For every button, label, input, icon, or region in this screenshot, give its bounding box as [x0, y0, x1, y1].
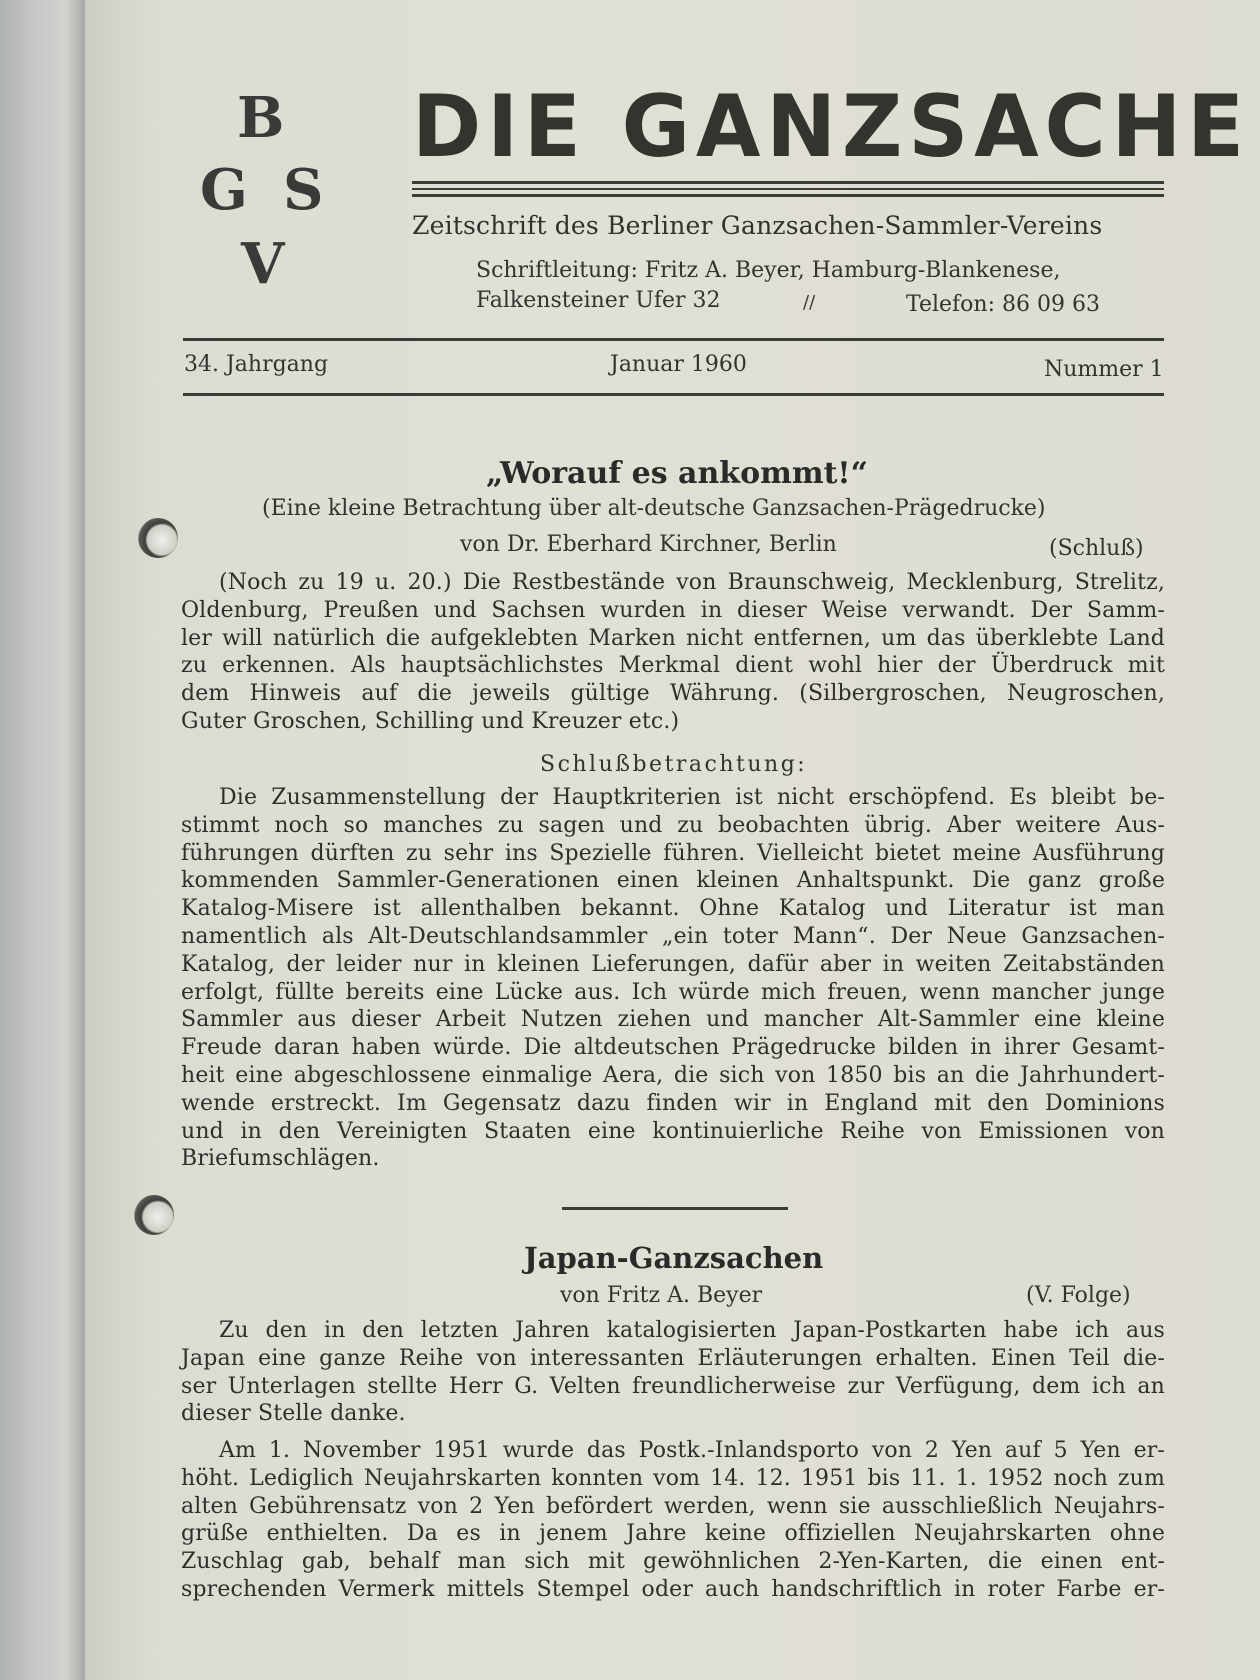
issue-rule-bottom: [183, 393, 1164, 396]
text-line: Die Zusammenstellung der Hauptkriterien ist nicht erschöpfend. Es bleibt be-: [219, 785, 1165, 810]
journal-subtitle: Zeitschrift des Berliner Ganzsachen-Sammler-Vereins: [412, 211, 1103, 240]
text-line: Am 1. November 1951 wurde das Postk.-Inlandsporto von 2 Yen auf 5 Yen er-: [219, 1438, 1165, 1463]
article1-note: (Schluß): [1049, 536, 1144, 561]
text-line: führungen dürften zu sehr ins Spezielle führen. Vielleicht bietet meine Ausführung: [181, 840, 1165, 866]
section-heading: Schlußbetrachtung:: [540, 752, 808, 777]
text-line: Japan eine ganze Reihe von interessanten Erläuterungen erhalten. Einen Teil die-: [181, 1345, 1165, 1371]
text-line: Oldenburg, Preußen und Sachsen wurden in dieser Weise verwandt. Der Samm-: [181, 597, 1165, 623]
journal-title: DIE GANZSACHE: [412, 77, 1250, 177]
text-line: Sammler aus dieser Arbeit Nutzen ziehen und mancher Alt-Sammler eine kleine: [181, 1007, 1165, 1033]
issue-date: Januar 1960: [610, 352, 747, 377]
editor-address: Falkensteiner Ufer 32: [476, 288, 721, 313]
article1-title: „Worauf es ankommt!“: [486, 456, 868, 491]
text-line: sprechenden Vermerk mittels Stempel oder auch handschriftlich in roter Farbe er-: [181, 1576, 1165, 1602]
text-line: Guter Groschen, Schilling und Kreuzer etc.): [181, 708, 680, 734]
logo-letter-v: V: [241, 231, 285, 297]
article2-paragraph-2: [181, 1437, 1165, 1604]
text-line: erfolgt, füllte bereits eine Lücke aus. Ich würde mich freuen, wenn mancher junge: [181, 979, 1165, 1005]
issue-volume: 34. Jahrgang: [184, 352, 329, 377]
text-line: grüße enthielten. Da es in jenem Jahre keine offiziellen Neujahrskarten ohne: [181, 1521, 1165, 1547]
masthead-rule-2: [412, 188, 1164, 190]
text-line: und in den Vereinigten Staaten eine kontinuierliche Reihe von Emissionen von: [181, 1118, 1165, 1144]
text-line: namentlich als Alt-Deutschlandsammler „ein toter Mann“. Der Neue Ganzsachen-: [181, 923, 1165, 949]
article2-note: (V. Folge): [1026, 1283, 1131, 1308]
masthead-rule-3: [412, 194, 1164, 197]
punch-hole-bottom: [134, 1195, 174, 1235]
article1-paragraph-1: [181, 569, 1165, 736]
editor-line: Schriftleitung: Fritz A. Beyer, Hamburg-Blankenese,: [476, 258, 1061, 283]
text-line: dem Hinweis auf die jeweils gültige Währung. (Silbergroschen, Neugroschen,: [181, 681, 1165, 707]
article1-subtitle: (Eine kleine Betrachtung über alt-deutsche Ganzsachen-Prägedrucke): [262, 496, 1046, 521]
article-divider: [562, 1207, 788, 1210]
text-line: zu erkennen. Als hauptsächlichstes Merkmal dient wohl hier der Überdruck mit: [181, 653, 1165, 679]
punch-hole-top: [138, 518, 178, 558]
logo-letter-g: G: [200, 157, 248, 223]
text-line: Zuschlag gab, behalf man sich mit gewöhnlichen 2-Yen-Karten, die einen ent-: [181, 1549, 1165, 1575]
text-line: Freude daran haben würde. Die altdeutschen Prägedrucke bilden in ihrer Gesamt-: [181, 1035, 1165, 1061]
masthead-rule-1: [412, 181, 1164, 184]
article1-author: von Dr. Eberhard Kirchner, Berlin: [460, 532, 837, 557]
article1-paragraph-2: [181, 784, 1165, 1173]
address-separator: //: [803, 292, 816, 313]
text-line: Katalog, der leider nur in kleinen Lieferungen, dafür aber in weiten Zeitabständen: [181, 951, 1165, 977]
text-line: höht. Lediglich Neujahrskarten konnten vom 14. 12. 1951 bis 11. 1. 1952 noch zum: [181, 1465, 1165, 1491]
text-line: alten Gebührensatz von 2 Yen befördert werden, wenn sie ausschließlich Neujahrs-: [181, 1493, 1165, 1519]
text-line: (Noch zu 19 u. 20.) Die Restbestände von Braunschweig, Mecklenburg, Strelitz,: [219, 570, 1165, 595]
text-line: wende erstreckt. Im Gegensatz dazu finden wir in England mit den Dominions: [181, 1090, 1165, 1116]
article2-paragraph-1: [181, 1317, 1165, 1428]
issue-number: Nummer 1: [1044, 357, 1164, 382]
text-line: stimmt noch so manches zu sagen und zu beobachten übrig. Aber weitere Aus-: [181, 812, 1165, 838]
text-line: ser Unterlagen stellte Herr G. Velten freundlicherweise zur Verfügung, dem ich an: [181, 1373, 1165, 1399]
article2-title: Japan-Ganzsachen: [524, 1241, 824, 1275]
issue-rule-top: [183, 338, 1164, 341]
text-line: dieser Stelle danke.: [181, 1401, 406, 1427]
text-line: kommenden Sammler-Generationen einen kleinen Anhaltspunkt. Die ganz große: [181, 868, 1165, 894]
text-line: Zu den in den letzten Jahren katalogisierten Japan-Postkarten habe ich aus: [219, 1318, 1165, 1343]
logo-letter-b: B: [237, 85, 285, 151]
logo-letter-s: S: [283, 157, 324, 223]
text-line: Briefumschlägen.: [181, 1146, 380, 1172]
article2-author: von Fritz A. Beyer: [560, 1283, 763, 1308]
text-line: ler will natürlich die aufgeklebten Marken nicht entfernen, um das überklebte Land: [181, 625, 1165, 651]
binding-edge: [0, 0, 85, 1680]
text-line: heit eine abgeschlossene einmalige Aera, die sich von 1850 bis an die Jahrhundert-: [181, 1062, 1165, 1088]
text-line: Katalog-Misere ist allenthalben bekannt. Ohne Katalog und Literatur ist man: [181, 896, 1165, 922]
editor-phone: Telefon: 86 09 63: [906, 292, 1100, 317]
